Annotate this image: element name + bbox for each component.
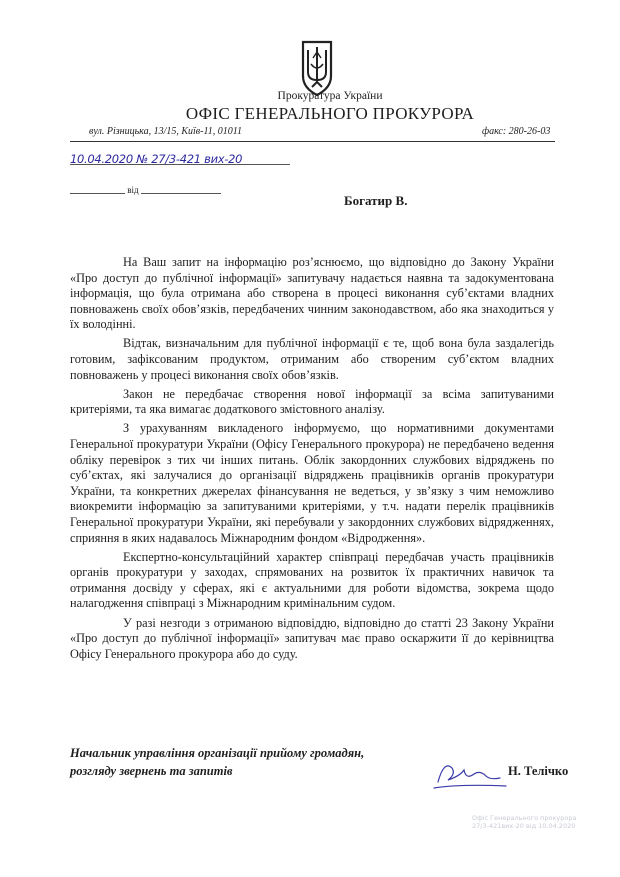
registration-blank-line: [70, 185, 221, 195]
org-name: ОФІС ГЕНЕРАЛЬНОГО ПРОКУРОРА: [185, 104, 475, 123]
blank-date: [141, 193, 221, 194]
blank-number: [70, 193, 125, 194]
registration-underline: [70, 164, 290, 165]
paragraph: З урахуванням викладеного інформуємо, що нормативними документами Генеральної прокуратури України (Офісу Генерального прокурора) не передбачено ведення обліку перевірок з тих чи інших питань. Облік закордонних службових відряджень по суб’єктах, які залучалися до організації відряджень працівників органів прокуратури України, та конкретних джерелах фінансування не ведеться, у зв’язку з чим неможливо виокремити інформацію за запитуваними критеріями, у т.ч. надати перелік працівників Генеральної прокуратури України, які перебували у закордонних службових відрядженнях, сприяння в яких надавалось Міжнародним фондом «Відродження».: [70, 421, 554, 545]
handwritten-signature: [430, 750, 510, 795]
org-fax: факс: 280-26-03: [482, 126, 551, 137]
paragraph: На Ваш запит на інформацію роз’яснюємо, що відповідно до Закону України «Про доступ до публічної інформації» запитувачу надається наявна та задокументована інформація, що була отримана або створена в процесі виконання суб’єктами владних повноважень своїх обов’язків, передбачених чинним законодавством, або яка знаходиться у їх володінні.: [70, 255, 554, 332]
from-label: від: [127, 185, 139, 195]
registration-number: 10.04.2020 № 27/3-421 вих-20: [70, 152, 243, 166]
paragraph: Відтак, визначальним для публічної інформації є те, щоб вона була заздалегідь готовим, зафіксованим продуктом, отриманим або створеним суб’єктом владних повноважень у процесі виконання своїх обов’язків.: [70, 336, 554, 382]
paragraph: Закон не передбачає створення нової інформації за всіма запитуваними критеріями, та яка вимагає додаткового змістовного аналізу.: [70, 386, 554, 417]
signer-name: Н. Телічко: [508, 764, 569, 778]
letter-body: [70, 255, 554, 666]
stamp-line: 27/3-421вих-20 від 10.04.2020: [472, 822, 576, 830]
header-divider: [70, 141, 555, 142]
registration-stamp: [472, 814, 582, 830]
org-superior: Прокуратура України: [277, 90, 383, 102]
paragraph: У разі незгоди з отриманою відповіддю, відповідно до статті 23 Закону України «Про доступ до публічної інформації» запитувач має право оскаржити її до керівництва Офісу Генерального прокурора або до суду.: [70, 615, 554, 661]
stamp-line: Офіс Генерального прокурора: [472, 814, 577, 822]
org-address: вул. Різницька, 13/15, Київ-11, 01011: [89, 126, 242, 137]
paragraph: Експертно-консультаційний характер співпраці передбачав участь працівників органів прокуратури у заходах, спрямованих на розвиток їх практичних навичок та отримання досвіду у сферах, які є актуальними для роботи відомства, зокрема щодо налагодження співпраці з Міжнародним кримінальним судом.: [70, 549, 554, 611]
signer-position: Начальник управління організації прийому громадян, розгляду звернень та запитів: [70, 746, 365, 778]
trident-icon: [297, 38, 337, 98]
recipient-name: Богатир В.: [344, 193, 408, 208]
